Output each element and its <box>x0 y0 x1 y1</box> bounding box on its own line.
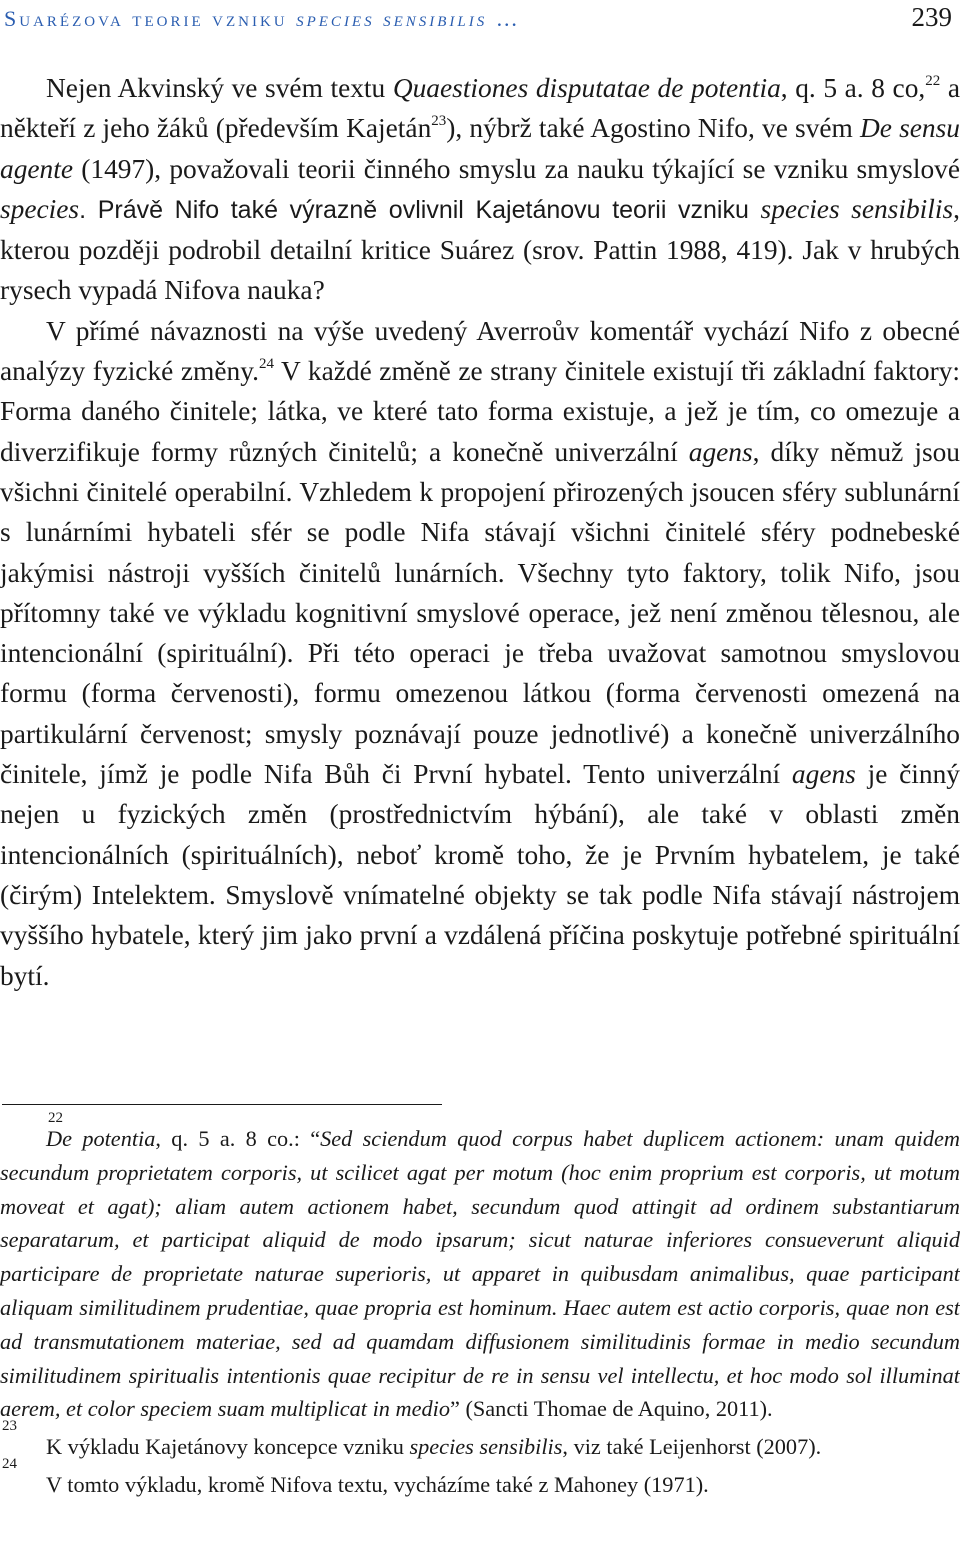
running-header <box>0 0 960 40</box>
p1-italic-title: Quaestiones disputatae de potentia <box>392 73 781 103</box>
footnote-23 <box>0 1418 960 1464</box>
p1-text: a někteří z jeho žáků (především Kajetán <box>0 73 960 144</box>
footnote-24 <box>0 1455 960 1502</box>
footnote-text: V tomto výkladu, kromě Nifova textu, vycházíme také z Mahoney (1971). <box>46 1471 709 1497</box>
footnote-quote: Sed sciendum quod corpus habet duplicem actionem: unam quidem secundum proprietatem corporis, ut scilicet agat per motum (hoc enim proprium est corporis, ut motum moveat et agat); aliam autem actionem habet, secundum quod attingit ad ordinem substantiarum separatarum, et participat aliquid de modo ipsarum; sicut naturae inferiores consueverunt aliquid participare de proprietate naturae superioris, ut apparet in quibusdam animalibus, quae participant aliquam similitudinem prudentiae, quae propria est hominum. Haec autem est actio corporis, quae non est ad transmutationem materiae, sed ad quamdam diffusionem similitudinis formae in medio secundum similitudinem spiritualis intentionis quae recipitur de re in sensu vel intellectu, et hoc modo sol illuminat aerem, et color speciem suam multiplicat in medio <box>0 1126 960 1422</box>
footnotes <box>0 1110 960 1502</box>
footnote-text: , q. 5 a. 8 co.: “ <box>155 1126 321 1151</box>
footnote-text: , viz také Leijenhorst (2007). <box>562 1434 822 1460</box>
footnote-ref-22[interactable]: 22 <box>925 73 941 89</box>
p1-text: (1497), považovali teorii činného smyslu za nauku týkající se vzniku smyslové <box>73 153 960 184</box>
footnote-number: 24 <box>2 1455 17 1472</box>
p1-italic-title: De sensu agente <box>0 113 960 184</box>
p1-text: , q. 5 a. 8 co, <box>780 73 926 103</box>
p1-italic-term: species sensibilis <box>760 193 954 224</box>
running-title-italic: species sensibilis <box>296 6 488 31</box>
paragraph-2 <box>0 311 960 996</box>
p2-italic-term: agens <box>688 436 753 467</box>
p1-text: . Právě Nifo také výrazně ovlivnil Kajetánovu teorii vzniku <box>79 195 761 224</box>
p1-italic-term: species <box>0 193 80 224</box>
footnote-ref-title: De potentia <box>46 1126 156 1151</box>
main-text <box>0 68 960 996</box>
p1-text: ), nýbrž také Agostino Nifo, ve svém <box>446 113 861 144</box>
p2-italic-term: agens <box>791 759 856 790</box>
p1-text: Nejen Akvinský ve svém textu <box>46 73 393 103</box>
p1-text: , kterou později podrobil detailní kritice Suárez (srov. Pattin 1988, 419). Jak v hrubých rysech vypadá Nifova nauka? <box>0 193 960 306</box>
paragraph-1 <box>0 68 960 311</box>
p2-text: V přímé návaznosti na výše uvedený Averroův komentář vychází Nifo z obecné analýzy fyzické změny. <box>0 315 960 387</box>
running-title-suffix: … <box>487 6 521 31</box>
footnote-22 <box>0 1110 960 1426</box>
footnote-ref-23[interactable]: 23 <box>431 113 447 130</box>
p2-text: , díky němuž jsou všichni činitelé operabilní. Vzhledem k propojení přirozených jsoucen sféry sublunární s lunárními hybateli sfér se podle Nifa stávají všichni činitelé sféry podnebeské jakýmisi nástroji vyšších činitelů lunárních. Všechny tyto faktory, tolik Nifo, jsou přítomny také ve výkladu kognitivní smyslové operace, jež není změnou tělesnou, ale intencionální (spirituální). Při této operaci je třeba uvažovat samotnou smyslovou formu (forma červenosti), formu omezenou látkou (forma červenosti omezená na partikulární červenost; smysly poznávají pouze jednotlivé) a konečně univerzálního činitele, jímž je podle Nifa Bůh či První hybatel. Tento univerzální <box>0 436 960 790</box>
running-title-prefix: Suarézova teorie vzniku <box>4 6 297 31</box>
p2-text: je činný nejen u fyzických změn (prostřednictvím hýbání), ale také v oblasti změn intencionálních (spirituálních), neboť kromě toho, že je Prvním hybatelem, je také (čirým) Intelektem. Smyslově vnímatelné objekty se tak podle Nifa stávají nástrojem vyššího hybatele, který jim jako první a vzdálená příčina poskytuje potřebné spirituální bytí. <box>0 759 960 991</box>
footnote-number: 23 <box>2 1418 17 1435</box>
p2-text: V každé změně ze strany činitele existují tři základní faktory: Forma daného činitele; látka, ve které tato forma existuje, a jež je tím, co omezuje a diverzifikuje formy různých činitelů; a konečně univerzální <box>0 356 960 467</box>
footnote-separator <box>2 1104 442 1105</box>
footnote-italic: species sensibilis <box>409 1434 563 1460</box>
running-title <box>4 6 521 32</box>
page-number: 239 <box>911 2 952 32</box>
footnote-text: ” (Sancti Thomae de Aquino, 2011). <box>449 1396 773 1422</box>
footnote-number: 22 <box>48 1110 63 1126</box>
footnote-ref-24[interactable]: 24 <box>258 356 274 373</box>
footnote-text: K výkladu Kajetánovy koncepce vzniku <box>46 1434 410 1460</box>
